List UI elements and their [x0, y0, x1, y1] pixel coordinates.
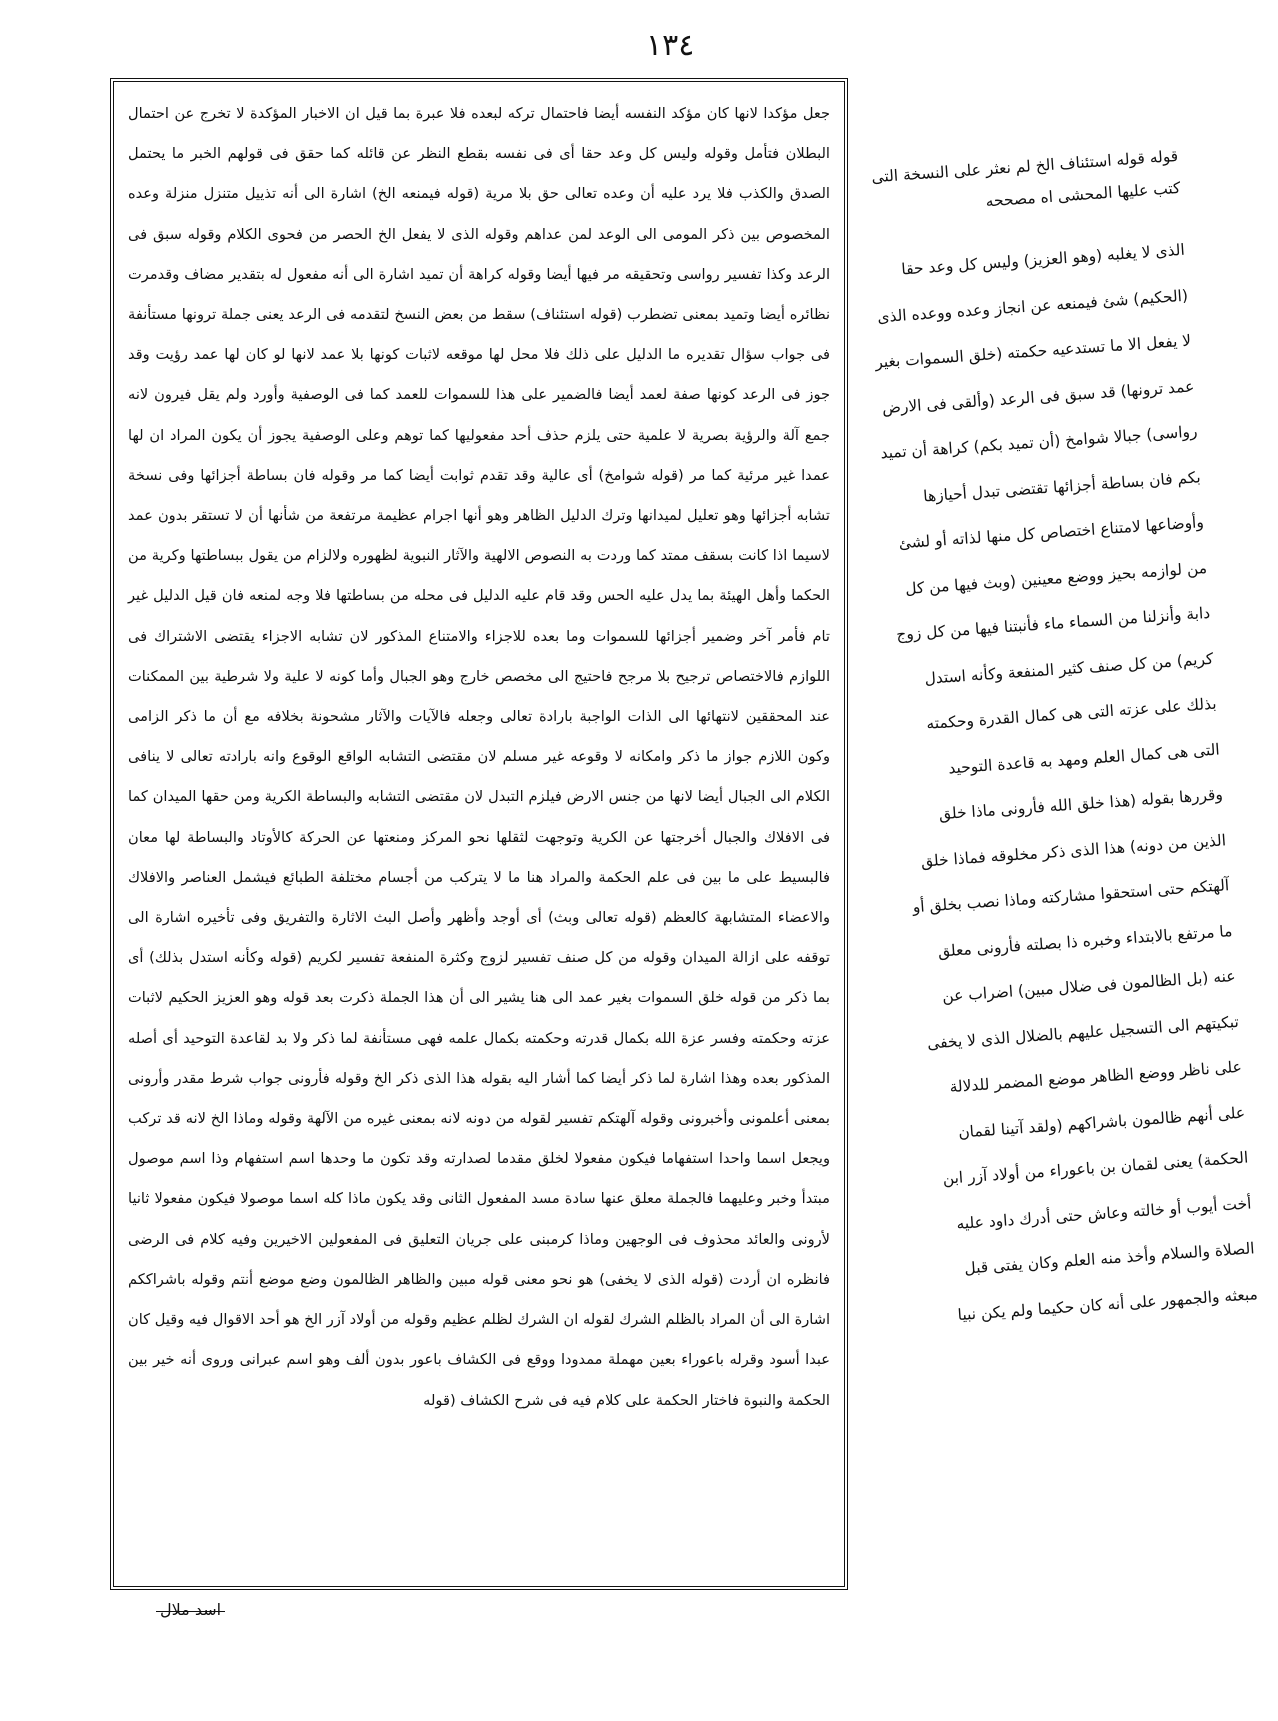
main-text-frame [110, 78, 848, 1590]
commentary-paragraph: جعل مؤكدا لانها كان مؤكد النفسه أيضا فاحتمال تركه لبعده فلا عبرة بما قيل ان الاخبار المؤكدة لا تخرج عن احتمال البطلان فتأمل وقوله وليس كل وعد حقا أى فى نفسه بقطع النظر عن قائله كما حقق فى قولهم الخبر ما يحتمل الصدق والكذب فلا يرد عليه أن وعده تعالى حق بلا مرية (قوله فيمنعه الخ) اشارة الى أنه تذييل متنزل منزلة وعده المخصوص بين ذكر المومى الى الوعد لمن عداهم وقوله الذى لا يفعل الخ الحصر من فحوى الكلام وقوله سبق فى الرعد وكذا تفسير رواسى وتحقيقه مر فيها أيضا وقوله كراهة أن تميد اشارة الى أنه مفعول له بتقدير مضاف وقدمرت نظائره أيضا وتميد بمعنى تضطرب (قوله استئناف) سقط من بعض النسخ لتقدمه فى الرعد يعنى جملة ترونها مستأنفة فى جواب سؤال تقديره ما الدليل على ذلك فلا محل لها موقعه لاثبات كونها بلا عمد لانها لو كان لها عمد رؤيت وقد جوز فى الرعد كونها صفة لعمد أيضا فالضمير على هذا للسموات للعمد كما فى الوصفية وأورد ولم يقل فيرون لانه جمع آلة والرؤية بصرية لا علمية حتى يلزم حذف أحد مفعوليها كما توهم وعلى الوصفية يجوز أن يكون المراد ان لها عمدا غير مرئية كما مر (قوله شوامخ) أى عالية وقد تقدم ثوابت أيضا كما مر وقوله فان بساطة أجزائها وفى نسخة تشابه أجزائها وهو تعليل لميدانها وترك الدليل الظاهر وهو أنها اجرام عظيمة مرتفعة من شأنها أن لا تستقر بدون عمد لاسيما اذا كانت بسقف ممتد كما وردت به النصوص الالهية والآثار النبوية لظهوره ولالزام من يقول ببساطتها وكرية من الحكما وأهل الهيئة بما يدل عليه الحس وقد قام عليه الدليل فى محله من بساطتها فلا وجه لمنعه فان قيل الدليل غير تام فأمر آخر وضمير أجزائها للسموات وما بعده للاجزاء والامتناع المذكور لان تشابه الاجزاء يقتضى الاشتراك فى اللوازم فالاختصاص ترجيح بلا مرجح فاحتيج الى مخصص خارج وهو الجبال وأما كونه لا علية ولا شرطية بين الممكنات عند المحققين لانتهائها الى الذات الواجبة بارادة تعالى وجعله فالآيات والآثار مشحونة بخلافه مع أن ما ذكر الزامى وكون اللازم جواز ما ذكر وامكانه لا وقوعه غير مسلم لان مقتضى التشابه الواقع الوقوع وانه بارادته تعالى لا ينافى الكلام الى الجبال أيضا لانها من جنس الارض فيلزم التبدل لان مقتضى التشابه والبساطة الكرية ومن حقها الميدان كما فى الافلاك والجبال أخرجتها عن الكرية وتوجهت لثقلها نحو المركز ومنعتها عن الحركة كالأوتاد والبساطة لها معان فالبسيط على ما بين فى علم الحكمة والمراد هنا ما لا يتركب من أجسام مختلفة الطبائع فيشمل العناصر والافلاك والاعضاء المتشابهة كالعظم (قوله تعالى وبث) أى أوجد وأظهر وأصل البث الاثارة والتفريق وفى تأخيره اشارة الى توقفه على ازالة الميدان وقوله من كل صنف تفسير لزوج وكثرة المنفعة تفسير لكريم (قوله وكأنه استدل بذلك) أى بما ذكر من قوله خلق السموات بغير عمد الى هنا يشير الى أن هذا الجملة ذكرت بعد قوله وهو العزيز الحكيم لاثبات عزته وحكمته وفسر عزة الله بكمال قدرته وحكمته بكمال علمه فهى مستأنفة لما ذكر ولا بد لقاعدة التوحيد أى أصله المذكور بعده وهذا اشارة لما ذكر أيضا كما أشار اليه بقوله هذا الذى ذكر الخ وقوله فأرونى جواب شرط مقدر وأرونى بمعنى أعلمونى وأخبرونى وقوله آلهتكم تفسير لقوله من دونه لانه بمعنى غيره من الآلهة وقوله وماذا الخ لانه قد تركب ويجعل اسما واحدا استفهاما فيكون مفعولا لخلق مقدما لصدارته وقد تكون ما وحدها اسم استفهام وذا اسم موصول مبتدأ وخبر وعليهما فالجملة معلق عنها سادة مسد المفعول الثانى وقد يكون ماذا كله اسما موصولا فيكون مفعولا ثانيا لأرونى والعائد محذوف فى الوجهين وماذا كرمبنى على جريان التعليق فى المفعولين الاخيرين وفيه كلام فى الرضى فانظره ان أردت (قوله الذى لا يخفى) هو نحو معنى قوله مبين والظاهر الظالمون وضع موضع أنتم وقوله باشراككم اشارة الى أن المراد بالظلم الشرك لقوله ان الشرك لظلم عظيم وقوله من أولاد آزر الخ هو أحد الاقوال فيه وقيل كان عبدا أسود وقرله باعوراء بعين مهملة ممدودا ووقع فى الكشاف باعور بدون ألف وهو اسم عبرانى وروى أنه خير بين الحكمة والنبوة فاختار الحكمة على كلام فيه فى شرح الكشاف (قوله [128, 105, 830, 1409]
margin-column [858, 140, 1278, 1609]
main-commentary-text [128, 94, 830, 1576]
footer-catchword: اسد ملال [160, 1600, 222, 1619]
margin-gloss-note: قوله قوله استئناف الخ لم نعثر على النسخة التى كتب عليها المحشى اه مصححه [870, 146, 1181, 211]
margin-base-text: الذى لا يغلبه (وهو العزيز) وليس كل وعد حقا (الحكيم) شئ فيمنعه عن انجاز وعده ووعده الذى لا يفعل الا ما تستدعيه حكمته (خلق السموات بغير عمد ترونها) قد سبق فى الرعد (وألقى فى الارض رواسى) جبالا شوامخ (أن تميد بكم) كراهة أن تميد بكم فان بساطة أجزائها تقتضى تبدل أحيازها وأوضاعها لامتناع اختصاص كل منها لذاته أو لشئ من لوازمه بحيز ووضع معينين (وبث فيها من كل دابة وأنزلنا من السماء ماء فأنبتنا فيها من كل زوج كريم) من كل صنف كثير المنفعة وكأنه استدل بذلك على عزته التى هى كمال القدرة وحكمته التى هى كمال العلم ومهد به قاعدة التوحيد وقررها بقوله (هذا خلق الله فأرونى ماذا خلق الذين من دونه) هذا الذى ذكر مخلوقه فماذا خلق آلهتكم حتى استحقوا مشاركته وماذا نصب بخلق أو ما مرتفع بالابتداء وخبره ذا بصلته فأرونى معلق عنه (بل الظالمون فى ضلال مبين) اضراب عن تبكيتهم الى التسجيل عليهم بالضلال الذى لا يخفى على ناظر ووضع الظاهر موضع المضمر للدلالة على أنهم ظالمون باشراكهم (ولقد آتينا لقمان الحكمة) يعنى لقمان بن باعوراء من أولاد آزر ابن أخت أيوب أو خالته وعاش حتى أدرك داود عليه الصلاة والسلام وأخذ منه العلم وكان يفتى قبل مبعثه والجمهور على أنه كان حكيما ولم يكن نبيا [874, 240, 1259, 1324]
page-number: ١٣٤ [646, 28, 695, 63]
